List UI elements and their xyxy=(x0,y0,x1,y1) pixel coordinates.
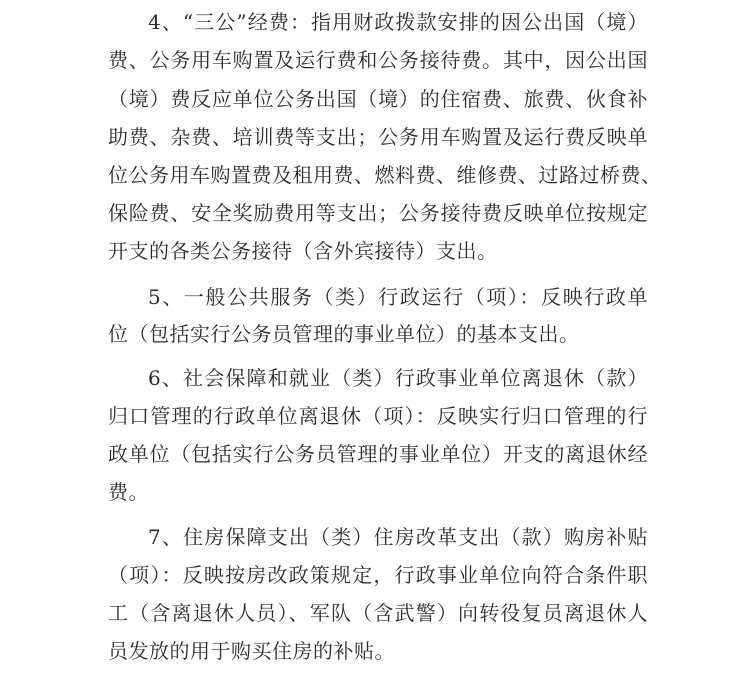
paragraph-4-line-1: 4、“三公”经费：指用财政拨款安排的因公出国（境） xyxy=(148,10,648,34)
paragraph-7-line-1: 7、住房保障支出（类）住房改革支出（款）购房补贴 xyxy=(148,525,648,549)
paragraph-5-line-2: 位（包括实行公务员管理的事业单位）的基本支出。 xyxy=(108,322,580,346)
paragraph-6-line-2: 归口管理的行政单位离退休（项）：反映实行归口管理的行 xyxy=(108,404,648,428)
paragraph-6-line-3: 政单位（包括实行公务员管理的事业单位）开支的离退休经 xyxy=(108,442,648,466)
paragraph-5-line-1: 5、一般公共服务（类）行政运行（项）：反映行政单 xyxy=(148,285,648,309)
paragraph-4-line-6: 保险费、安全奖励费用等支出；公务接待费反映单位按规定 xyxy=(108,201,648,225)
paragraph-4-line-4: 助费、杂费、培训费等支出；公务用车购置及运行费反映单 xyxy=(108,125,648,149)
paragraph-7-line-2: （项）：反映按房改政策规定，行政事业单位向符合条件职 xyxy=(108,563,648,587)
paragraph-6-line-4: 费。 xyxy=(108,480,149,504)
paragraph-4-line-7: 开支的各类公务接待（含外宾接待）支出。 xyxy=(108,239,498,263)
paragraph-7-line-4: 员发放的用于购买住房的补贴。 xyxy=(108,639,395,663)
paragraph-4-line-5: 位公务用车购置费及租用费、燃料费、维修费、过路过桥费、 xyxy=(108,163,662,187)
paragraph-4-line-2: 费、公务用车购置及运行费和公务接待费。其中，因公出国 xyxy=(108,48,648,72)
paragraph-4-line-3: （境）费反应单位公务出国（境）的住宿费、旅费、伙食补 xyxy=(108,87,648,111)
paragraph-7-line-3: 工（含离退休人员）、军队（含武警）向转役复员离退休人 xyxy=(108,601,648,625)
paragraph-6-line-1: 6、社会保障和就业（类）行政事业单位离退休（款） xyxy=(148,366,648,390)
